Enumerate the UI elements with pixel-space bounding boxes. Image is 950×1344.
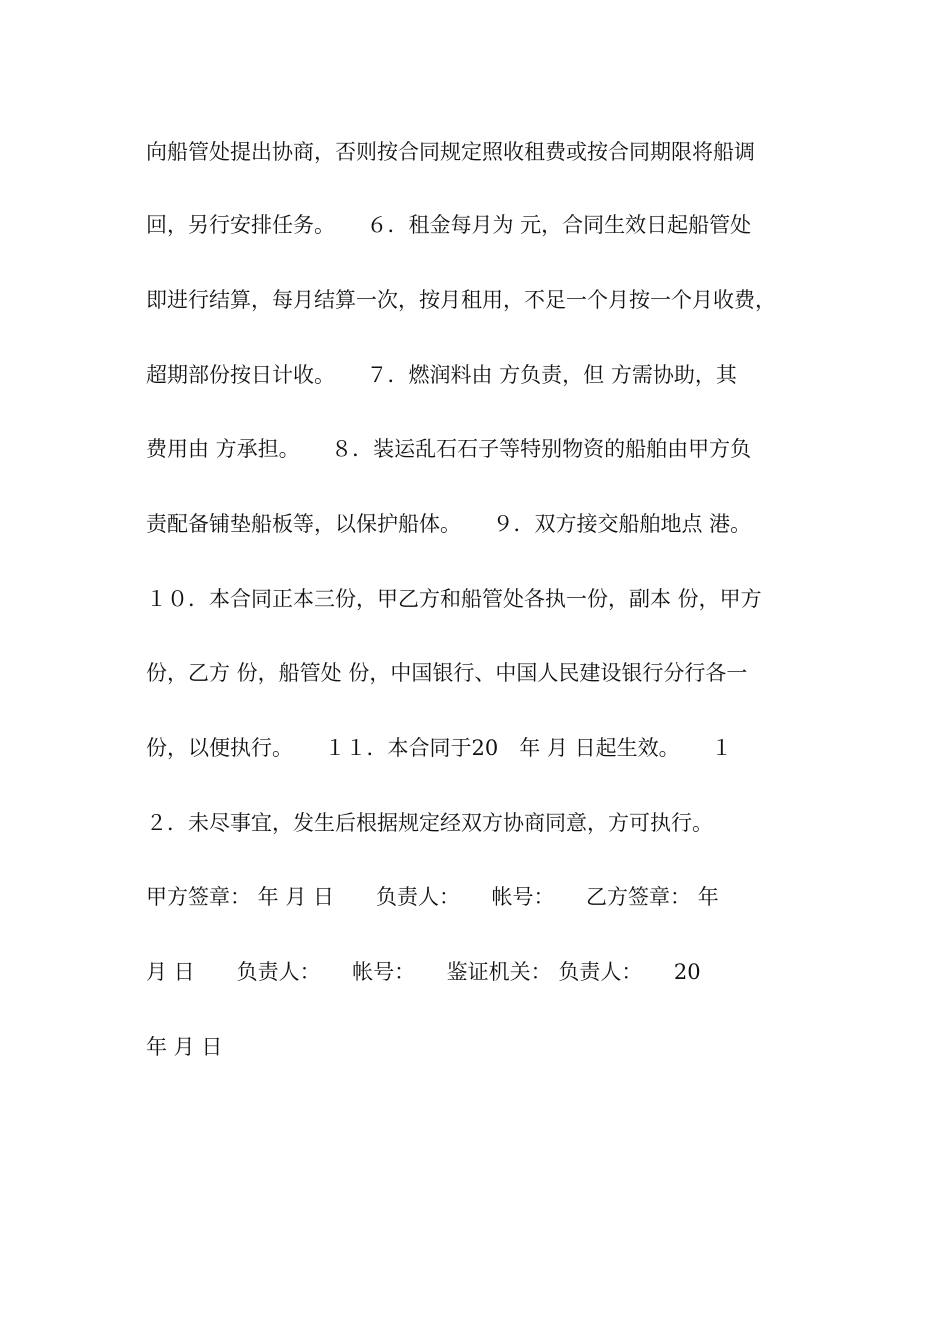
- signature-line-2: 月 日 负责人： 帐号： 鉴证机关： 负责人： 20: [146, 960, 701, 984]
- text-line-7: １０．本合同正本三份，甲乙方和船管处各执一份，副本 份，甲方: [146, 587, 762, 611]
- text-line-4: 超期部份按日计收。 ７．燃润料由 方负责，但 方需协助，其: [146, 363, 737, 387]
- text-line-9: 份，以便执行。 １１．本合同于20 年 月 日起生效。 １: [146, 736, 733, 760]
- signature-line-1: 甲方签章： 年 月 日 负责人： 帐号： 乙方签章： 年: [146, 885, 719, 909]
- signature-date-line: 年 月 日: [146, 1035, 223, 1059]
- text-line-8: 份，乙方 份，船管处 份，中国银行、中国人民建设银行分行各一: [146, 661, 748, 685]
- text-line-10: ２．未尽事宜，发生后根据规定经双方协商同意，方可执行。: [146, 811, 713, 835]
- text-line-3: 即进行结算，每月结算一次，按月租用，不足一个月按一个月收费，: [146, 288, 776, 312]
- text-line-6: 责配备铺垫船板等，以保护船体。 ９．双方接交船舶地点 港。: [146, 512, 752, 536]
- text-line-1: 向船管处提出协商，否则按合同规定照收租费或按合同期限将船调: [146, 140, 755, 164]
- text-line-5: 费用由 方承担。 ８．装运乱石石子等特别物资的船舶由甲方负: [146, 437, 752, 461]
- text-line-2: 回，另行安排任务。 ６．租金每月为 元，合同生效日起船管处: [146, 213, 752, 237]
